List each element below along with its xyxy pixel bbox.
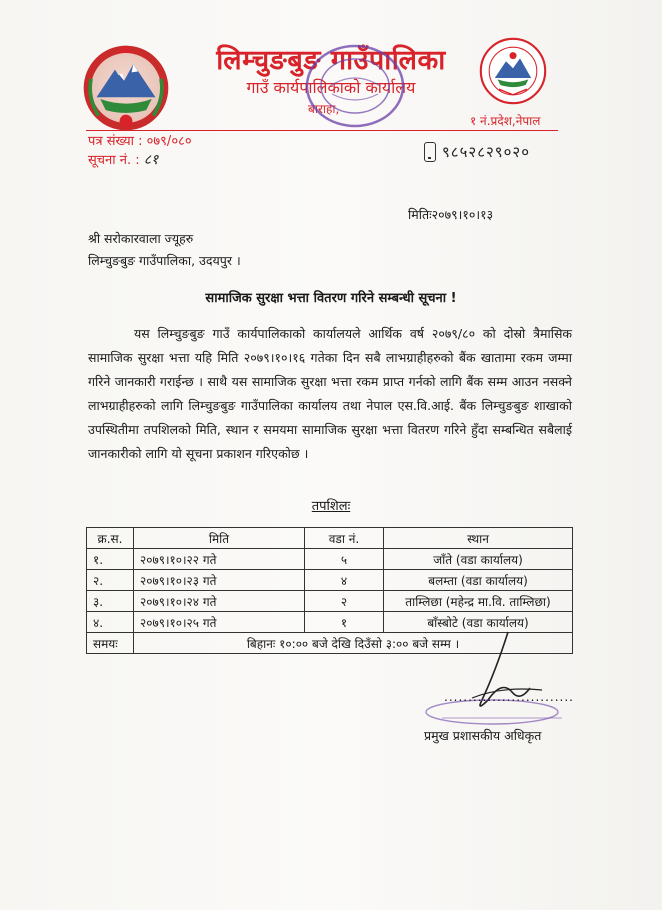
table-row xyxy=(87,591,573,612)
reference-block xyxy=(88,132,192,170)
cell-place: बाँस्बोटे (वडा कार्यालय) xyxy=(384,612,573,633)
cell-place: बलम्ता (वडा कार्यालय) xyxy=(384,570,573,591)
office-stamp xyxy=(300,40,410,132)
cell-date: २०७९।१०।२३ गते xyxy=(134,570,305,591)
signatory-designation: प्रमुख प्रशासकीय अधिकृत xyxy=(424,728,542,743)
cell-sn: १. xyxy=(87,549,134,570)
col-date: मिति xyxy=(134,528,305,549)
recipient-line1: श्री सरोकारवाला ज्यूहरु xyxy=(88,231,194,246)
col-ward: वडा नं. xyxy=(305,528,384,549)
place-name: बाराहा, xyxy=(308,102,340,116)
cell-time-label: समयः xyxy=(87,633,134,654)
table-header-row xyxy=(87,528,573,549)
office-subtitle: गाउँ कार्यपालिकाको कार्यालय xyxy=(246,78,416,97)
cell-ward: ४ xyxy=(305,570,384,591)
cell-sn: २. xyxy=(87,570,134,591)
cell-ward: २ xyxy=(305,591,384,612)
phone-number: ९८५२८२९०२० xyxy=(442,143,531,161)
signature-line: ........................... xyxy=(444,690,574,704)
suchana-value: ८१ xyxy=(143,152,159,168)
table-row xyxy=(87,549,573,570)
cell-date: २०७९।१०।२४ गते xyxy=(134,591,305,612)
phone-icon xyxy=(424,142,436,162)
recipient-block xyxy=(88,228,241,272)
patra-sankhya xyxy=(88,132,192,151)
cell-place: ताम्लिछा (महेन्द्र मा.वि. ताम्लिछा) xyxy=(384,591,573,612)
cell-sn: ३. xyxy=(87,591,134,612)
signature-mark xyxy=(412,630,572,730)
patra-value: ०७९/०८० xyxy=(146,134,192,149)
cell-place: जाँते (वडा कार्यालय) xyxy=(384,549,573,570)
cell-ward: ५ xyxy=(305,549,384,570)
cell-time-value: बिहानः १०:०० बजे देखि दिउँसो ३:०० बजे सम्म । xyxy=(134,633,573,654)
suchana-label: सूचना नं. : xyxy=(88,153,140,168)
phone-block xyxy=(424,142,530,162)
province-label: १ नं.प्रदेश,नेपाल xyxy=(470,114,541,128)
table-title: तपशिलः xyxy=(311,499,351,514)
recipient-line2: लिम्चुङबुङ गाउँपालिका, उदयपुर । xyxy=(88,253,241,268)
cell-sn: ४. xyxy=(87,612,134,633)
table-row xyxy=(87,570,573,591)
cell-date: २०७९।१०।२२ गते xyxy=(134,549,305,570)
patra-label: पत्र संख्या : xyxy=(88,134,143,149)
col-sn: क्र.स. xyxy=(87,528,134,549)
header-divider xyxy=(86,130,558,131)
letter-date: मितिः२०७९।१०।१३ xyxy=(408,207,494,222)
cell-ward: १ xyxy=(305,612,384,633)
municipality-title: लिम्चुङबुङ गाउँपालिका xyxy=(216,45,446,76)
notice-subject: सामाजिक सुरक्षा भत्ता वितरण गरिने सम्बन्धी सूचना ! xyxy=(205,291,457,306)
col-place: स्थान xyxy=(384,528,573,549)
suchana-number xyxy=(88,151,192,170)
notice-body: यस लिम्चुङबुङ गाउँ कार्यपालिकाको कार्यालयले आर्थिक वर्ष २०७९/८० को दोस्रो त्रैमासिक सामाजिक सुरक्षा भत्ता यहि मिति २०७९।१०।१६ गतेका दिन सबै लाभग्राहीहरुको बैंक खातामा रकम जम्मा गरिने जानकारी गराईन्छ । साथै यस सामाजिक सुरक्षा भत्ता रकम प्राप्त गर्नको लागि बैंक सम्म आउन नसक्ने लाभग्राहीहरुको लागि लिम्चुङबुङ गाउँपालिका कार्यालय तथा नेपाल एस.वि.आई. बैंक लिम्चुङबुङ शाखाको उपस्थितीमा तपशिलको मिति, स्थान र समयमा सामाजिक सुरक्षा भत्ता वितरण गरिने हुँदा सम्बन्धित सबैलाई जानकारीको लागि यो सूचना प्रकाशन गरिएकोछ । xyxy=(88,326,572,461)
cell-date: २०७९।१०।२५ गते xyxy=(134,612,305,633)
